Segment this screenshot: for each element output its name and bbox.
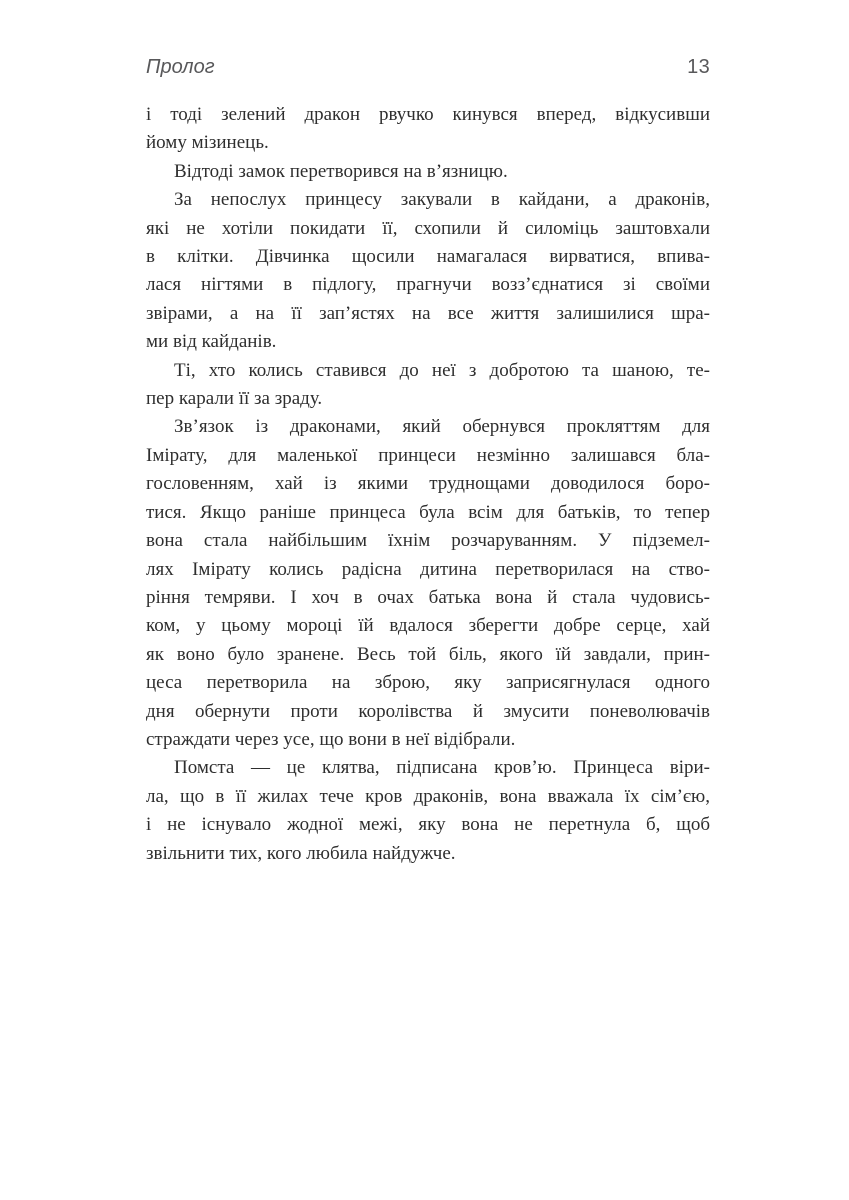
running-header-title: Пролог bbox=[146, 56, 215, 78]
text-line: тися. Якщо раніше принцеса була всім для батьків, то тепер bbox=[146, 501, 710, 523]
running-header bbox=[146, 55, 710, 79]
text-line: Зв’язок із драконами, який обернувся прокляттям для bbox=[174, 416, 710, 438]
text-line: йому мізинець. bbox=[146, 132, 269, 154]
paragraph bbox=[146, 158, 710, 186]
text-line: цеса перетворила на зброю, яку заприсягнулася одного bbox=[146, 672, 710, 694]
text-line: в клітки. Дівчинка щосили намагалася вирватися, впива- bbox=[146, 246, 710, 268]
text-line: страждати через усе, що вони в неї відібрали. bbox=[146, 728, 516, 750]
text-line: і не існувало жодної межі, яку вона не перетнула б, щоб bbox=[146, 814, 710, 836]
text-line: звірами, а на її зап’ястях на все життя залишилися шра- bbox=[146, 302, 710, 324]
text-line: і тоді зелений дракон рвучко кинувся вперед, відкусивши bbox=[146, 104, 710, 125]
text-line: лася нігтями в підлогу, прагнучи возз’єднатися зі своїми bbox=[146, 274, 710, 296]
text-line: як воно було зранене. Весь той біль, якого їй завдали, прин- bbox=[146, 643, 710, 665]
text-line: вона стала найбільшим їхнім розчаруванням. У підземел- bbox=[146, 530, 710, 552]
text-line: ком, у цьому мороці їй вдалося зберегти добре серце, хай bbox=[146, 615, 710, 637]
text-line: Помста — це клятва, підписана кров’ю. Принцеса віри- bbox=[174, 757, 710, 779]
text-line: гословенням, хай із якими труднощами доводилося боро- bbox=[146, 473, 710, 495]
text-line: які не хотіли покидати її, схопили й силоміць заштовхали bbox=[146, 217, 710, 239]
paragraph bbox=[146, 754, 710, 868]
text-line: пер карали її за зраду. bbox=[146, 388, 323, 410]
text-line: звільнити тих, кого любила найдужче. bbox=[146, 842, 456, 864]
text-line: лях Імірату колись радісна дитина перетворилася на ство- bbox=[146, 558, 710, 580]
text-line: дня обернути проти королівства й змусити поневолювачів bbox=[146, 700, 710, 722]
text-line: ла, що в її жилах тече кров драконів, вона вважала їх сім’єю, bbox=[146, 785, 710, 807]
text-line: За непослух принцесу закували в кайдани, а драконів, bbox=[174, 189, 710, 211]
paragraph bbox=[146, 186, 710, 356]
text-line: ми від кайданів. bbox=[146, 331, 277, 353]
page-number: 13 bbox=[687, 56, 710, 78]
paragraph bbox=[146, 357, 710, 414]
paragraph bbox=[146, 413, 710, 754]
text-line: Ті, хто колись ставився до неї з добротою та шаною, те- bbox=[174, 359, 710, 381]
text-line: ріння темряви. І хоч в очах батька вона й стала чудовись- bbox=[146, 586, 710, 608]
text-line: Відтоді замок перетворився на в’язницю. bbox=[174, 160, 508, 182]
text-line: Імірату, для маленької принцеси незмінно залишався бла- bbox=[146, 444, 710, 466]
body-text bbox=[146, 101, 710, 868]
paragraph bbox=[146, 101, 710, 158]
